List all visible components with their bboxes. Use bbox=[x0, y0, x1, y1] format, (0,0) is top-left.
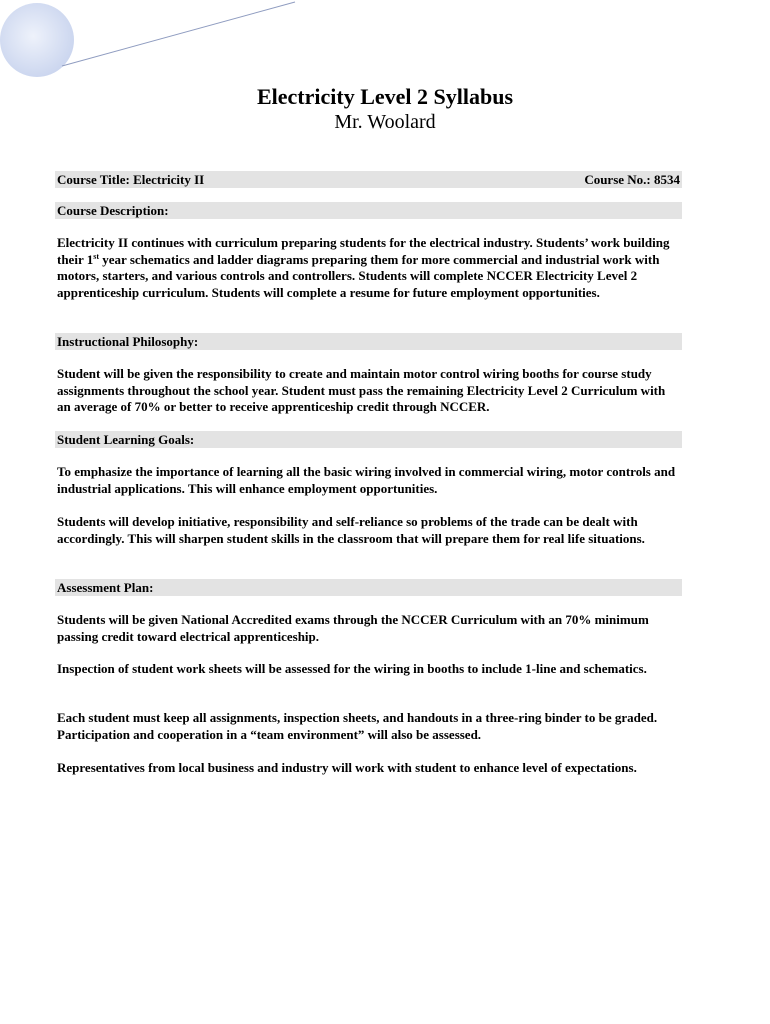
assessment-paragraph-2: Inspection of student work sheets will be assessed for the wiring in booths to include 1-line and schematics. bbox=[57, 661, 647, 676]
assessment-paragraph-4: Representatives from local business and industry will work with student to enhance level of expectations. bbox=[57, 760, 637, 775]
description-paragraph: Electricity II continues with curriculum preparing students for the electrical industry. Students’ work building their 1st year schematics and ladder diagrams preparing them for more commercial and industrial work with motors, starters, and various controls and controllers. Students will complete NCCER Electricity Level 2 apprenticeship curriculum. Students will complete a resume for future employment opportunities. bbox=[57, 235, 670, 300]
section-heading-description: Course Description: bbox=[55, 202, 682, 219]
assessment-paragraph-3: Each student must keep all assignments, inspection sheets, and handouts in a three-ring binder to be graded. Participation and cooperation in a “team environment” will also be assessed. bbox=[57, 710, 658, 742]
section-heading-assessment: Assessment Plan: bbox=[55, 579, 682, 596]
goals-paragraph-2: Students will develop initiative, responsibility and self-reliance so problems of the trade can be dealt with accordingly. This will sharpen student skills in the classroom that will prepare them for real life situations. bbox=[57, 514, 645, 546]
assessment-paragraph-1: Students will be given National Accredited exams through the NCCER Curriculum with an 70% minimum passing credit toward electrical apprenticeship. bbox=[57, 612, 649, 644]
philosophy-paragraph: Student will be given the responsibility to create and maintain motor control wiring booths for course study assignments throughout the school year. Student must pass the remaining Electricity Level 2 Curriculum with an average of 70% or better to receive apprenticeship credit through NCCER. bbox=[57, 366, 666, 414]
document-title: Electricity Level 2 Syllabus bbox=[256, 84, 514, 109]
instructor-name: Mr. Woolard bbox=[334, 111, 436, 133]
course-number-label: Course No.: 8534 bbox=[584, 172, 680, 187]
section-heading-goals: Student Learning Goals: bbox=[55, 431, 682, 448]
section-heading-philosophy: Instructional Philosophy: bbox=[55, 333, 682, 350]
course-title-label: Course Title: Electricity II bbox=[57, 172, 205, 187]
goals-paragraph-1: To emphasize the importance of learning all the basic wiring involved in commercial wiring, motor controls and industrial applications. This will enhance employment opportunities. bbox=[57, 464, 676, 496]
header-decoration bbox=[0, 0, 300, 80]
course-info-bar bbox=[55, 171, 682, 188]
decorative-line bbox=[62, 2, 295, 66]
